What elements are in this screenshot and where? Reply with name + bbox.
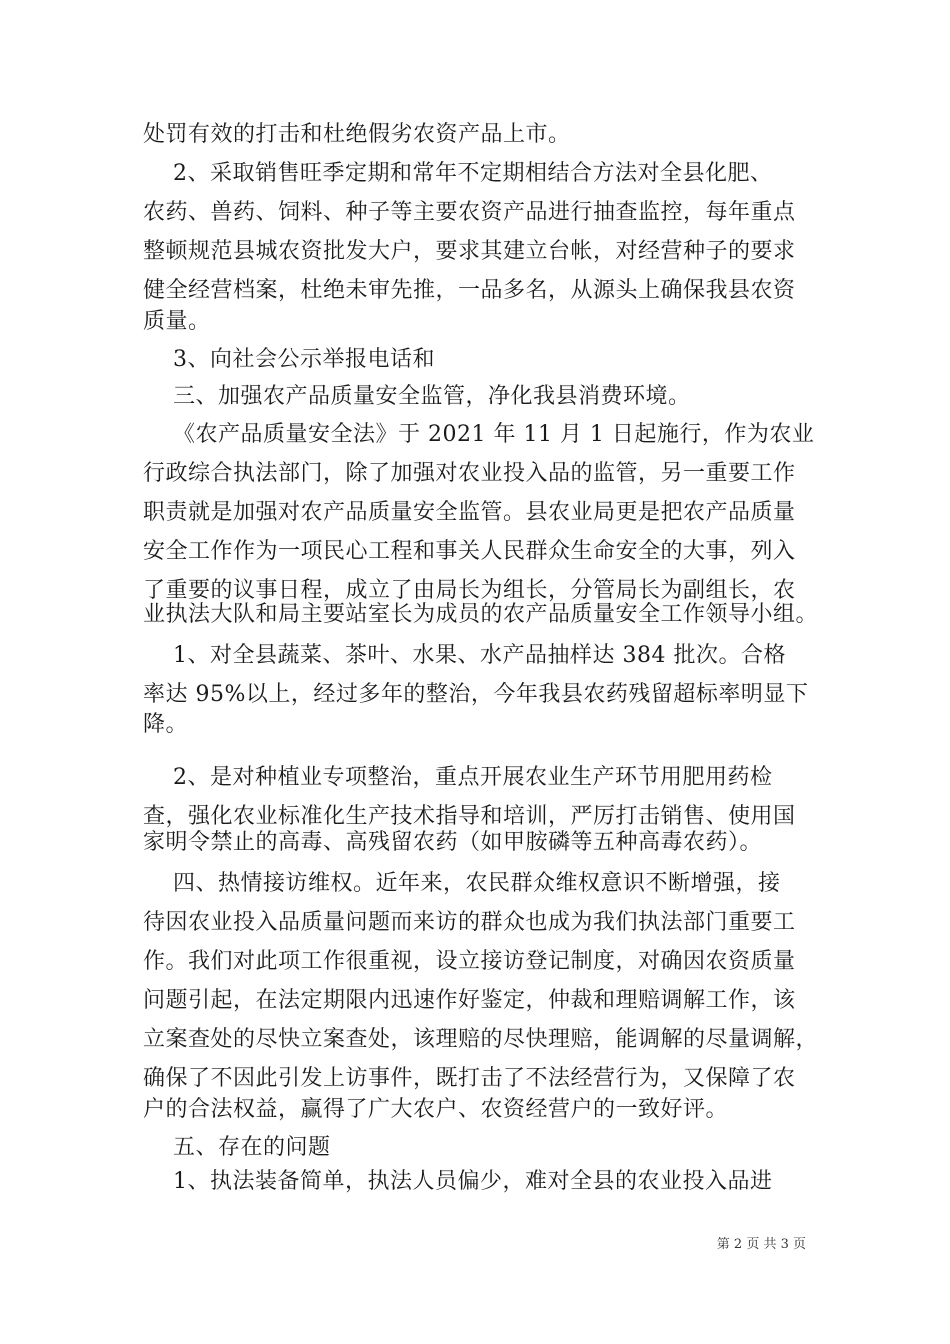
text-line: 处罚有效的打击和杜绝假劣农资产品上市。 — [143, 122, 571, 147]
text-line: 1、对全县蔬菜、茶叶、水果、水产品抽样达 384 批次。合格 — [143, 643, 786, 668]
text-line: 3、向社会公示举报电话和 — [143, 347, 435, 372]
text-line: 五、存在的问题 — [143, 1135, 331, 1160]
text-line: 作。我们对此项工作很重视，设立接访登记制度，对确因农资质量 — [143, 949, 796, 974]
text-line: 农药、兽药、饲料、种子等主要农资产品进行抽查监控，每年重点 — [143, 200, 796, 225]
text-line: 质量。 — [143, 309, 211, 334]
text-line: 立案查处的尽快立案查处，该理赔的尽快理赔，能调解的尽量调解， — [143, 1027, 819, 1052]
text-line: 2、采取销售旺季定期和常年不定期相结合方法对全县化肥、 — [143, 161, 773, 186]
text-line: 四、热情接访维权。近年来，农民群众维权意识不断增强，接 — [143, 871, 781, 896]
text-line: 《农产品质量安全法》于 2021 年 11 月 1 日起施行，作为农业 — [143, 422, 815, 447]
text-line: 户的合法权益，赢得了广大农户、农资经营户的一致好评。 — [143, 1097, 729, 1122]
text-line: 行政综合执法部门，除了加强对农业投入品的监管，另一重要工作 — [143, 461, 796, 486]
text-line: 安全工作作为一项民心工程和事关人民群众生命安全的大事，列入 — [143, 539, 796, 564]
text-line: 确保了不因此引发上访事件，既打击了不法经营行为，又保障了农 — [143, 1066, 796, 1091]
page-indicator: 第 2 页 共 3 页 — [716, 1237, 806, 1252]
text-line: 1、执法装备简单，执法人员偏少，难对全县的农业投入品进 — [143, 1169, 773, 1194]
text-line: 率达 95%以上，经过多年的整治，今年我县农药残留超标率明显下 — [143, 682, 809, 707]
text-line: 降。 — [143, 712, 189, 737]
text-line: 家明令禁止的高毒、高残留农药（如甲胺磷等五种高毒农药）。 — [143, 830, 763, 855]
text-line: 三、加强农产品质量安全监管，净化我县消费环境。 — [143, 384, 691, 409]
text-line: 待因农业投入品质量问题而来访的群众也成为我们执法部门重要工 — [143, 910, 796, 935]
text-line: 了重要的议事日程，成立了由局长为组长，分管局长为副组长，农 — [143, 578, 796, 603]
text-line: 整顿规范县城农资批发大户，要求其建立台帐，对经营种子的要求 — [143, 239, 796, 264]
text-line: 职责就是加强对农产品质量安全监管。县农业局更是把农产品质量 — [143, 500, 796, 525]
text-line: 查，强化农业标准化生产技术指导和培训，严厉打击销售、使用国 — [143, 804, 796, 829]
text-line: 问题引起，在法定期限内迅速作好鉴定，仲裁和理赔调解工作，该 — [143, 988, 796, 1013]
text-line: 业执法大队和局主要站室长为成员的农产品质量安全工作领导小组。 — [143, 602, 819, 627]
text-line: 2、是对种植业专项整治，重点开展农业生产环节用肥用药检 — [143, 765, 773, 790]
text-line: 健全经营档案，杜绝未审先推，一品多名，从源头上确保我县农资 — [143, 278, 796, 303]
